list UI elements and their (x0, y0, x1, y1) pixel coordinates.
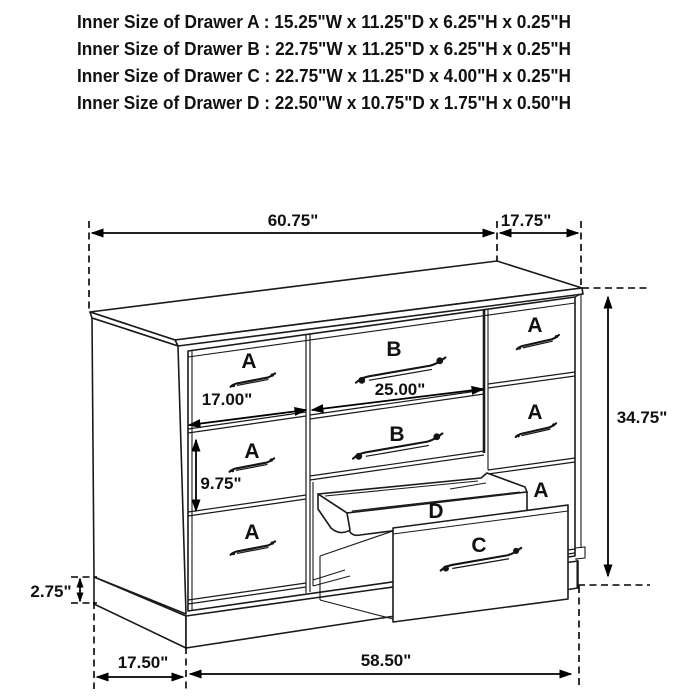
dim-value: 34.75" (616, 408, 668, 427)
label-drawer-a-right-3: A (533, 479, 549, 502)
dim-base-width (190, 651, 571, 674)
dim-value: 60.75" (267, 211, 319, 230)
dim-value: 2.75" (30, 582, 72, 601)
label-drawer-a-right-2: A (527, 401, 543, 424)
spec-line-drawer-a: Inner Size of Drawer A : 15.25"W x 11.25"D x 6.25"H x 0.25"H (77, 12, 571, 32)
label-drawer-a-left-3: A (244, 521, 260, 544)
dim-value: 17.50" (117, 653, 169, 672)
label-drawer-c: C (471, 534, 487, 557)
label-drawer-a-left-1: A (241, 350, 257, 373)
dim-base-depth (97, 653, 183, 677)
label-drawer-d: D (428, 500, 444, 523)
dresser-drawing (90, 261, 585, 648)
dim-total-height (608, 297, 667, 576)
spec-text-block (77, 12, 571, 113)
spec-line-drawer-b: Inner Size of Drawer B : 22.75"W x 11.25"D x 6.25"H x 0.25"H (77, 39, 571, 59)
dim-top-depth (500, 211, 578, 233)
label-drawer-b-1: B (386, 338, 402, 361)
label-drawer-a-left-2: A (244, 440, 260, 463)
dim-value: 25.00" (374, 380, 426, 399)
right-edge-lines (575, 294, 585, 588)
label-drawer-b-2: B (389, 423, 405, 446)
dim-value: 17.75" (500, 211, 552, 230)
spec-line-drawer-d: Inner Size of Drawer D : 22.50"W x 10.75"D x 1.75"H x 0.50"H (77, 93, 571, 113)
dim-value: 17.00" (201, 390, 253, 409)
dim-top-width (92, 211, 494, 233)
label-drawer-a-right-1: A (527, 314, 543, 337)
dim-value: 58.50" (360, 651, 412, 670)
dim-value: 9.75" (200, 474, 242, 493)
spec-line-drawer-c: Inner Size of Drawer C : 22.75"W x 11.25"D x 4.00"H x 0.25"H (77, 66, 571, 86)
left-side-panel (92, 318, 186, 614)
dim-base-height (30, 579, 80, 601)
